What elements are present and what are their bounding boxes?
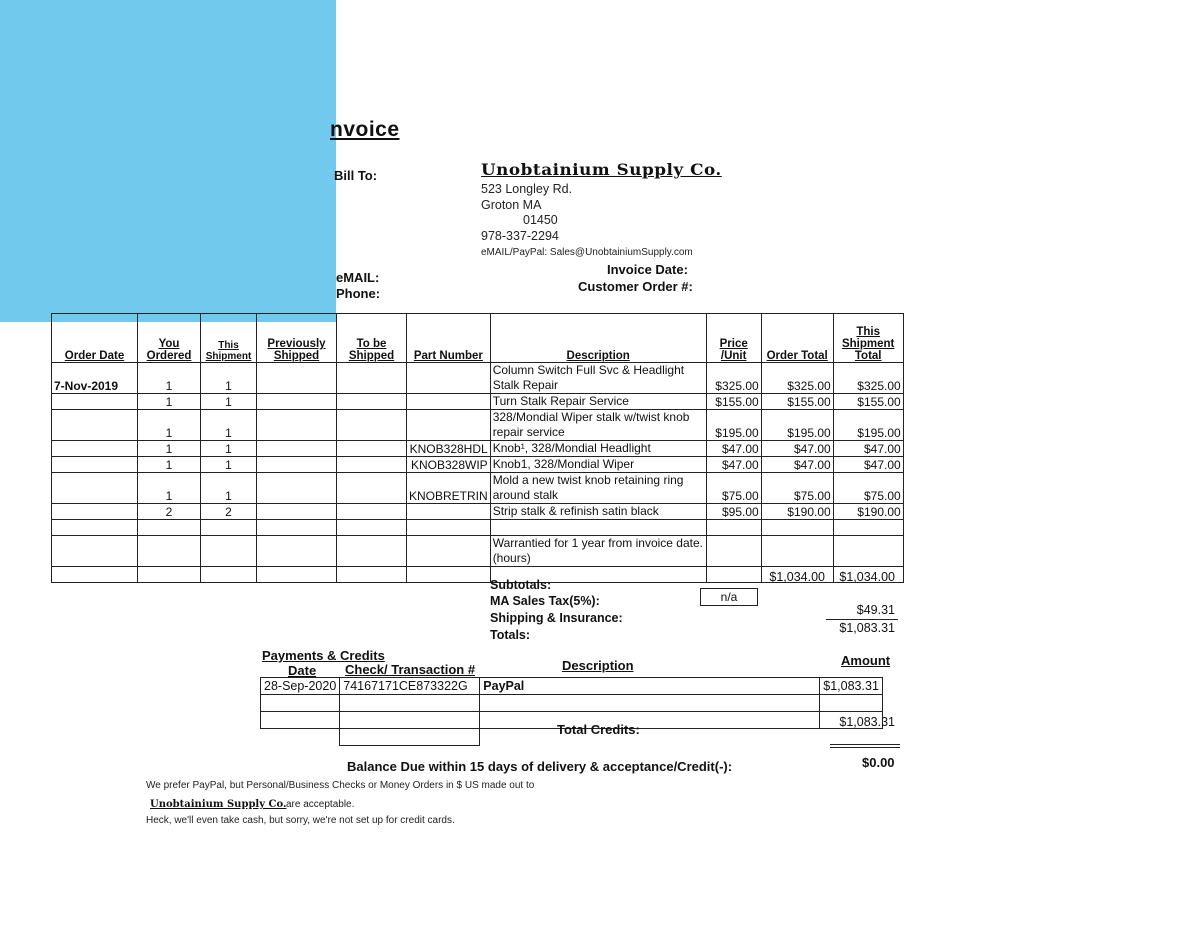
tax-box: n/a bbox=[700, 588, 758, 606]
company-zip: 01450 bbox=[523, 213, 558, 227]
items-header-row bbox=[52, 314, 904, 363]
invoice-date-label: Invoice Date: bbox=[607, 262, 688, 277]
table-row bbox=[52, 441, 904, 457]
customer-order-label: Customer Order #: bbox=[578, 279, 693, 294]
payments-title: Payments & Credits bbox=[262, 648, 385, 663]
cell-part: KNOB328WIP bbox=[407, 457, 491, 473]
table-row bbox=[52, 520, 904, 536]
payments-date-header: Date bbox=[288, 663, 317, 678]
cell-order-total: $325.00 bbox=[761, 363, 833, 394]
balance-label: Balance Due within 15 days of delivery & acceptance/Credit(-): bbox=[347, 759, 733, 774]
cell-shipment: 2 bbox=[201, 504, 257, 520]
company-name: Unobtainium Supply Co. bbox=[481, 160, 722, 179]
cell-order-total: $75.00 bbox=[761, 473, 833, 504]
cell-order-total: $195.00 bbox=[761, 410, 833, 441]
cell-price: $47.00 bbox=[706, 441, 761, 457]
sticky-note bbox=[0, 0, 336, 322]
cell-desc: Column Switch Full Svc & Headlight Stalk Repair bbox=[490, 363, 706, 394]
cell-ship-total: $47.00 bbox=[833, 441, 903, 457]
table-row bbox=[261, 695, 883, 712]
payments-check-header: Check/ Transaction # bbox=[345, 662, 476, 677]
cell-ship-total: $195.00 bbox=[833, 410, 903, 441]
subtotal-order: $1,034.00 bbox=[769, 570, 825, 584]
bill-to-label: Bill To: bbox=[334, 168, 378, 183]
payment-desc: PayPal bbox=[480, 678, 820, 695]
cell-ordered: 1 bbox=[138, 473, 201, 504]
cell-ship-total: $190.00 bbox=[833, 504, 903, 520]
header-ship-total: This Shipment Total bbox=[833, 314, 903, 363]
payment-date: 28-Sep-2020 bbox=[261, 678, 340, 695]
cell-desc: Strip stalk & refinish satin black bbox=[490, 504, 706, 520]
cell-order-total: $155.00 bbox=[761, 394, 833, 410]
cell-order-total: $190.00 bbox=[761, 504, 833, 520]
header-order-date: Order Date bbox=[52, 314, 138, 363]
table-row bbox=[52, 457, 904, 473]
shipping-label: Shipping & Insurance: bbox=[490, 611, 623, 625]
cell-shipment: 1 bbox=[201, 394, 257, 410]
credits-divider-2 bbox=[830, 747, 900, 748]
cell-price: $47.00 bbox=[706, 457, 761, 473]
payment-txn: 74167171CE873322G bbox=[340, 678, 480, 695]
payments-amount-header: Amount bbox=[841, 653, 891, 668]
header-you-ordered: You Ordered bbox=[138, 314, 201, 363]
credits-divider-1 bbox=[830, 744, 900, 745]
cell-part bbox=[407, 394, 491, 410]
company-city: Groton MA bbox=[481, 198, 542, 212]
footer-line2: are acceptable. bbox=[286, 799, 355, 810]
tax-label: MA Sales Tax(5%): bbox=[490, 594, 600, 608]
cell-ship-total: $325.00 bbox=[833, 363, 903, 394]
cell-ordered: 1 bbox=[138, 394, 201, 410]
company-email: eMAIL/PayPal: Sales@UnobtainiumSupply.com bbox=[481, 247, 693, 258]
header-order-total: Order Total bbox=[761, 314, 833, 363]
total-value: $1,083.31 bbox=[839, 621, 895, 635]
cell-desc: Knob1, 328/Mondial Wiper bbox=[490, 457, 706, 473]
shipping-value: $49.31 bbox=[856, 603, 895, 617]
totals-label: Totals: bbox=[490, 628, 531, 642]
subtotal-ship: $1,034.00 bbox=[839, 570, 895, 584]
cell-ship-total: $47.00 bbox=[833, 457, 903, 473]
cell-ordered: 1 bbox=[138, 457, 201, 473]
cell-price: $195.00 bbox=[706, 410, 761, 441]
cell-price: $75.00 bbox=[706, 473, 761, 504]
cell-part: KNOBRETRIN bbox=[407, 473, 491, 504]
items-table bbox=[51, 313, 904, 583]
company-street: 523 Longley Rd. bbox=[481, 182, 573, 196]
header-price: Price /Unit bbox=[706, 314, 761, 363]
cell-desc: Mold a new twist knob retaining ring around stalk bbox=[490, 473, 706, 504]
cell-order-total: $47.00 bbox=[761, 441, 833, 457]
cell-shipment: 1 bbox=[201, 410, 257, 441]
footer-line1: We prefer PayPal, but Personal/Business Checks or Money Orders in $ US made out to bbox=[146, 780, 535, 791]
table-row bbox=[52, 536, 904, 567]
cell-part bbox=[407, 410, 491, 441]
order-date: 7-Nov-2019 bbox=[52, 363, 138, 394]
header-part-number: Part Number bbox=[407, 314, 491, 363]
balance-value: $0.00 bbox=[862, 755, 895, 770]
totals-divider bbox=[826, 619, 898, 620]
table-row bbox=[52, 410, 904, 441]
cell-price: $95.00 bbox=[706, 504, 761, 520]
cell-shipment: 1 bbox=[201, 441, 257, 457]
footer-line3: Heck, we'll even take cash, but sorry, we're not set up for credit cards. bbox=[146, 815, 455, 826]
subtotals-label: Subtotals: bbox=[490, 578, 552, 592]
cell-shipment: 1 bbox=[201, 473, 257, 504]
invoice-title: nvoice bbox=[330, 118, 400, 141]
cell-part bbox=[407, 363, 491, 394]
table-row bbox=[52, 473, 904, 504]
table-row bbox=[52, 394, 904, 410]
cell-shipment: 1 bbox=[201, 457, 257, 473]
cell-ship-total: $155.00 bbox=[833, 394, 903, 410]
footer-company: Unobtainium Supply Co. bbox=[150, 799, 287, 810]
cell-ship-total: $75.00 bbox=[833, 473, 903, 504]
total-credits-value: $1,083.31 bbox=[839, 715, 895, 729]
header-to-be-shipped: To be Shipped bbox=[337, 314, 407, 363]
table-row bbox=[52, 363, 904, 394]
cell-part: KNOB328HDL bbox=[407, 441, 491, 457]
cell-desc: Turn Stalk Repair Service bbox=[490, 394, 706, 410]
cell-desc: Knob¹, 328/Mondial Headlight bbox=[490, 441, 706, 457]
cell-desc: 328/Mondial Wiper stalk w/twist knob repair service bbox=[490, 410, 706, 441]
email-label: eMAIL: bbox=[336, 270, 380, 285]
cell-price: $325.00 bbox=[706, 363, 761, 394]
cell-ordered: 1 bbox=[138, 363, 201, 394]
payments-desc-header: Description bbox=[562, 658, 634, 673]
cell-ordered: 1 bbox=[138, 441, 201, 457]
header-this-shipment: This Shipment bbox=[201, 314, 257, 363]
company-phone: 978-337-2294 bbox=[481, 229, 559, 243]
cell-ordered: 2 bbox=[138, 504, 201, 520]
phone-label: Phone: bbox=[336, 286, 381, 301]
payment-amount: $1,083.31 bbox=[820, 678, 883, 695]
header-description: Description bbox=[490, 314, 706, 363]
table-row bbox=[261, 678, 883, 695]
cell-part bbox=[407, 504, 491, 520]
cell-shipment: 1 bbox=[201, 363, 257, 394]
table-row bbox=[52, 504, 904, 520]
total-credits-label: Total Credits: bbox=[557, 722, 640, 737]
cell-price: $155.00 bbox=[706, 394, 761, 410]
warranty-note: Warrantied for 1 year from invoice date.(hours) bbox=[490, 536, 706, 567]
cell-ordered: 1 bbox=[138, 410, 201, 441]
header-previously-shipped: Previously Shipped bbox=[257, 314, 337, 363]
cell-order-total: $47.00 bbox=[761, 457, 833, 473]
